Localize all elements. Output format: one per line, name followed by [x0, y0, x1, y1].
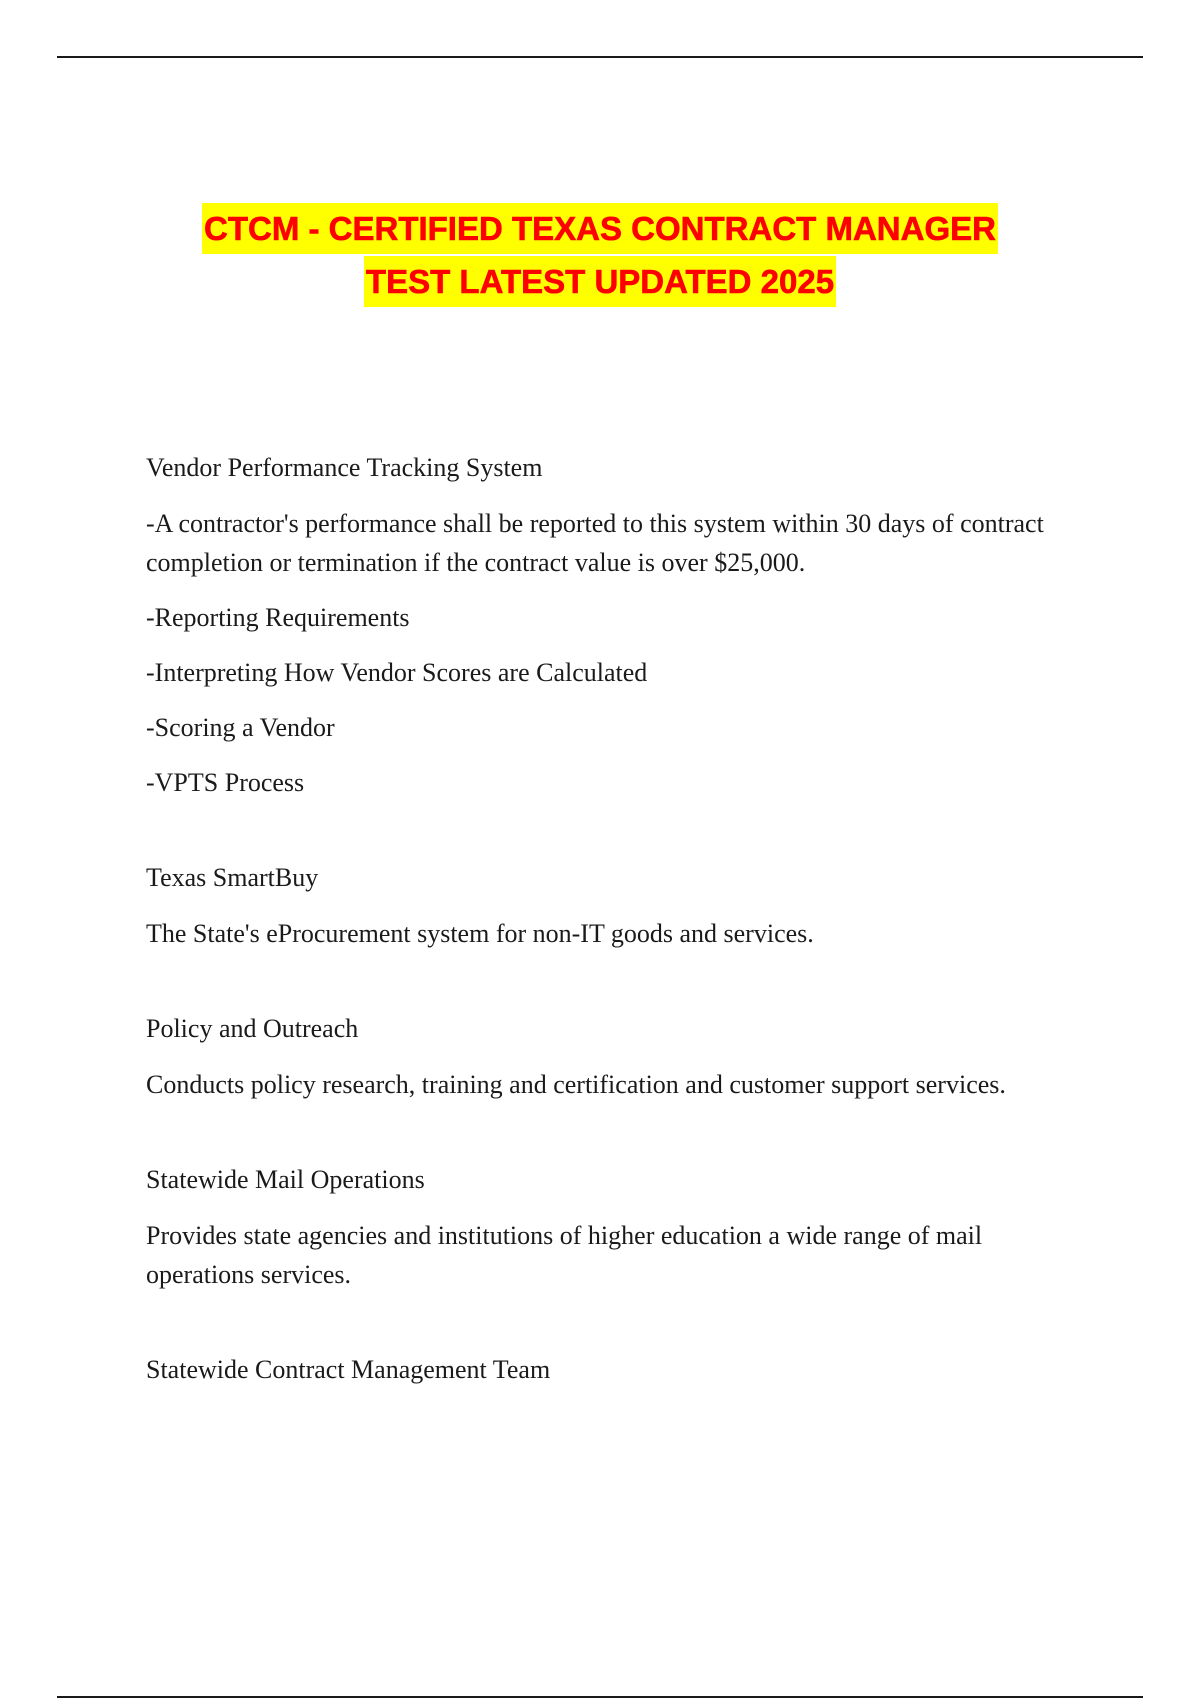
- top-rule: [57, 56, 1143, 58]
- bottom-rule: [57, 1696, 1143, 1698]
- definition-line: Conducts policy research, training and certification and customer support services.: [146, 1070, 1006, 1099]
- definition-line: -Interpreting How Vendor Scores are Calculated: [146, 658, 648, 687]
- definition-line: -VPTS Process: [146, 768, 305, 797]
- document-body: [146, 448, 1076, 1445]
- section-texas-smartbuy: [146, 858, 1076, 953]
- page-title: [0, 203, 1200, 307]
- section-vendor-performance: [146, 448, 1076, 802]
- term-heading: Statewide Contract Management Team: [146, 1355, 551, 1384]
- definition-line: -Reporting Requirements: [146, 603, 410, 632]
- title-line-1: CTCM - CERTIFIED TEXAS CONTRACT MANAGER: [202, 203, 998, 254]
- section-policy-outreach: [146, 1009, 1076, 1104]
- term-heading: Texas SmartBuy: [146, 863, 319, 892]
- definition-line: -A contractor's performance shall be reported to this system within 30 days of contract completion or termination if the contract value is over $25,000.: [146, 509, 1044, 577]
- term-heading: Policy and Outreach: [146, 1014, 359, 1043]
- term-heading: Statewide Mail Operations: [146, 1165, 425, 1194]
- section-mail-operations: [146, 1160, 1076, 1294]
- term-heading: Vendor Performance Tracking System: [146, 453, 543, 482]
- section-contract-management-team: [146, 1350, 1076, 1389]
- definition-line: Provides state agencies and institutions of higher education a wide range of mail operations services.: [146, 1221, 983, 1289]
- definition-line: The State's eProcurement system for non-IT goods and services.: [146, 919, 814, 948]
- title-line-2: TEST LATEST UPDATED 2025: [364, 256, 836, 307]
- definition-line: -Scoring a Vendor: [146, 713, 335, 742]
